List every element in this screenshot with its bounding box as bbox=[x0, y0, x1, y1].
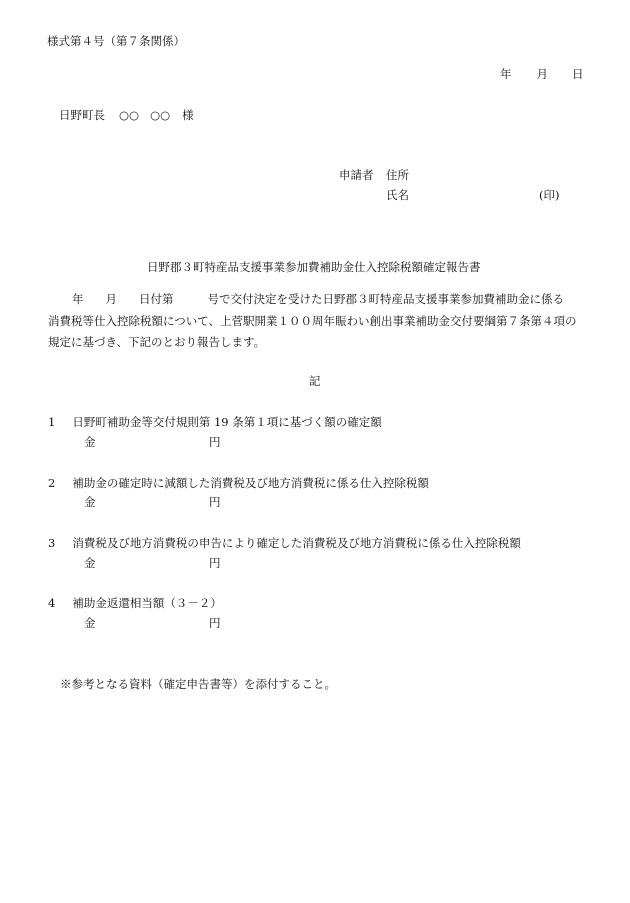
item-3-amount-label: 金 bbox=[84, 556, 96, 570]
date-day-label: 日 bbox=[572, 67, 584, 81]
applicant-seal: (印) bbox=[539, 188, 560, 202]
applicant-name-label: 氏名 bbox=[386, 188, 409, 202]
body-year-label: 年 bbox=[72, 292, 84, 306]
applicant-label: 申請者 bbox=[339, 168, 374, 182]
item-4-yen-label: 円 bbox=[209, 616, 221, 630]
body-line-1 bbox=[48, 289, 588, 311]
item-2-yen-label: 円 bbox=[209, 495, 221, 509]
item-1 bbox=[48, 417, 382, 429]
body-month-label: 月 bbox=[105, 292, 117, 306]
item-2 bbox=[48, 478, 429, 490]
date-month-label: 月 bbox=[536, 67, 548, 81]
date-year-label: 年 bbox=[500, 67, 512, 81]
body-day-prefix: 日付第 bbox=[139, 292, 174, 306]
body-line-3: 規定に基づき、下記のとおり報告します。 bbox=[48, 335, 266, 349]
item-number: 3 bbox=[48, 536, 56, 550]
body-line-1-rest: 号で交付決定を受けた日野郡３町特産品支援事業参加費補助金に係る bbox=[207, 292, 564, 306]
addressee-name-2: ○○ bbox=[150, 108, 171, 122]
addressee-name-1: ○○ bbox=[119, 108, 140, 122]
item-4 bbox=[48, 598, 222, 610]
applicant-address-label: 住所 bbox=[386, 168, 409, 182]
item-1-yen-label: 円 bbox=[209, 435, 221, 449]
attachment-note: ※参考となる資料（確定申告書等）を添付すること。 bbox=[60, 677, 336, 691]
date-line bbox=[500, 69, 584, 81]
item-number: 2 bbox=[48, 476, 56, 490]
item-text: 消費税及び地方消費税の申告により確定した消費税及び地方消費税に係る仕入控除税額 bbox=[72, 536, 521, 550]
addressee-title: 日野町長 bbox=[59, 108, 105, 122]
body-line-2: 消費税等仕入控除税額について、上菅駅開業１００周年賑わい創出事業補助金交付要綱第７条第４項の bbox=[48, 313, 577, 328]
item-4-amount-label: 金 bbox=[84, 616, 96, 630]
addressee-honorific: 様 bbox=[182, 108, 194, 122]
body-paragraph bbox=[48, 289, 588, 354]
item-number: 4 bbox=[48, 596, 56, 610]
item-text: 補助金の確定時に減額した消費税及び地方消費税に係る仕入控除税額 bbox=[72, 476, 429, 490]
ki-heading: 記 bbox=[309, 374, 321, 388]
item-3-yen-label: 円 bbox=[209, 556, 221, 570]
item-number: 1 bbox=[48, 415, 56, 429]
item-text: 補助金返還相当額（３－２） bbox=[72, 596, 222, 610]
item-text: 日野町補助金等交付規則第 19 条第１項に基づく額の確定額 bbox=[72, 415, 382, 429]
addressee bbox=[59, 110, 194, 122]
form-number: 様式第４号（第７条関係） bbox=[47, 34, 185, 48]
item-3 bbox=[48, 538, 521, 550]
item-2-amount-label: 金 bbox=[84, 495, 96, 509]
item-1-amount-label: 金 bbox=[84, 435, 96, 449]
document-title: 日野郡３町特産品支援事業参加費補助金仕入控除税額確定報告書 bbox=[147, 260, 481, 274]
